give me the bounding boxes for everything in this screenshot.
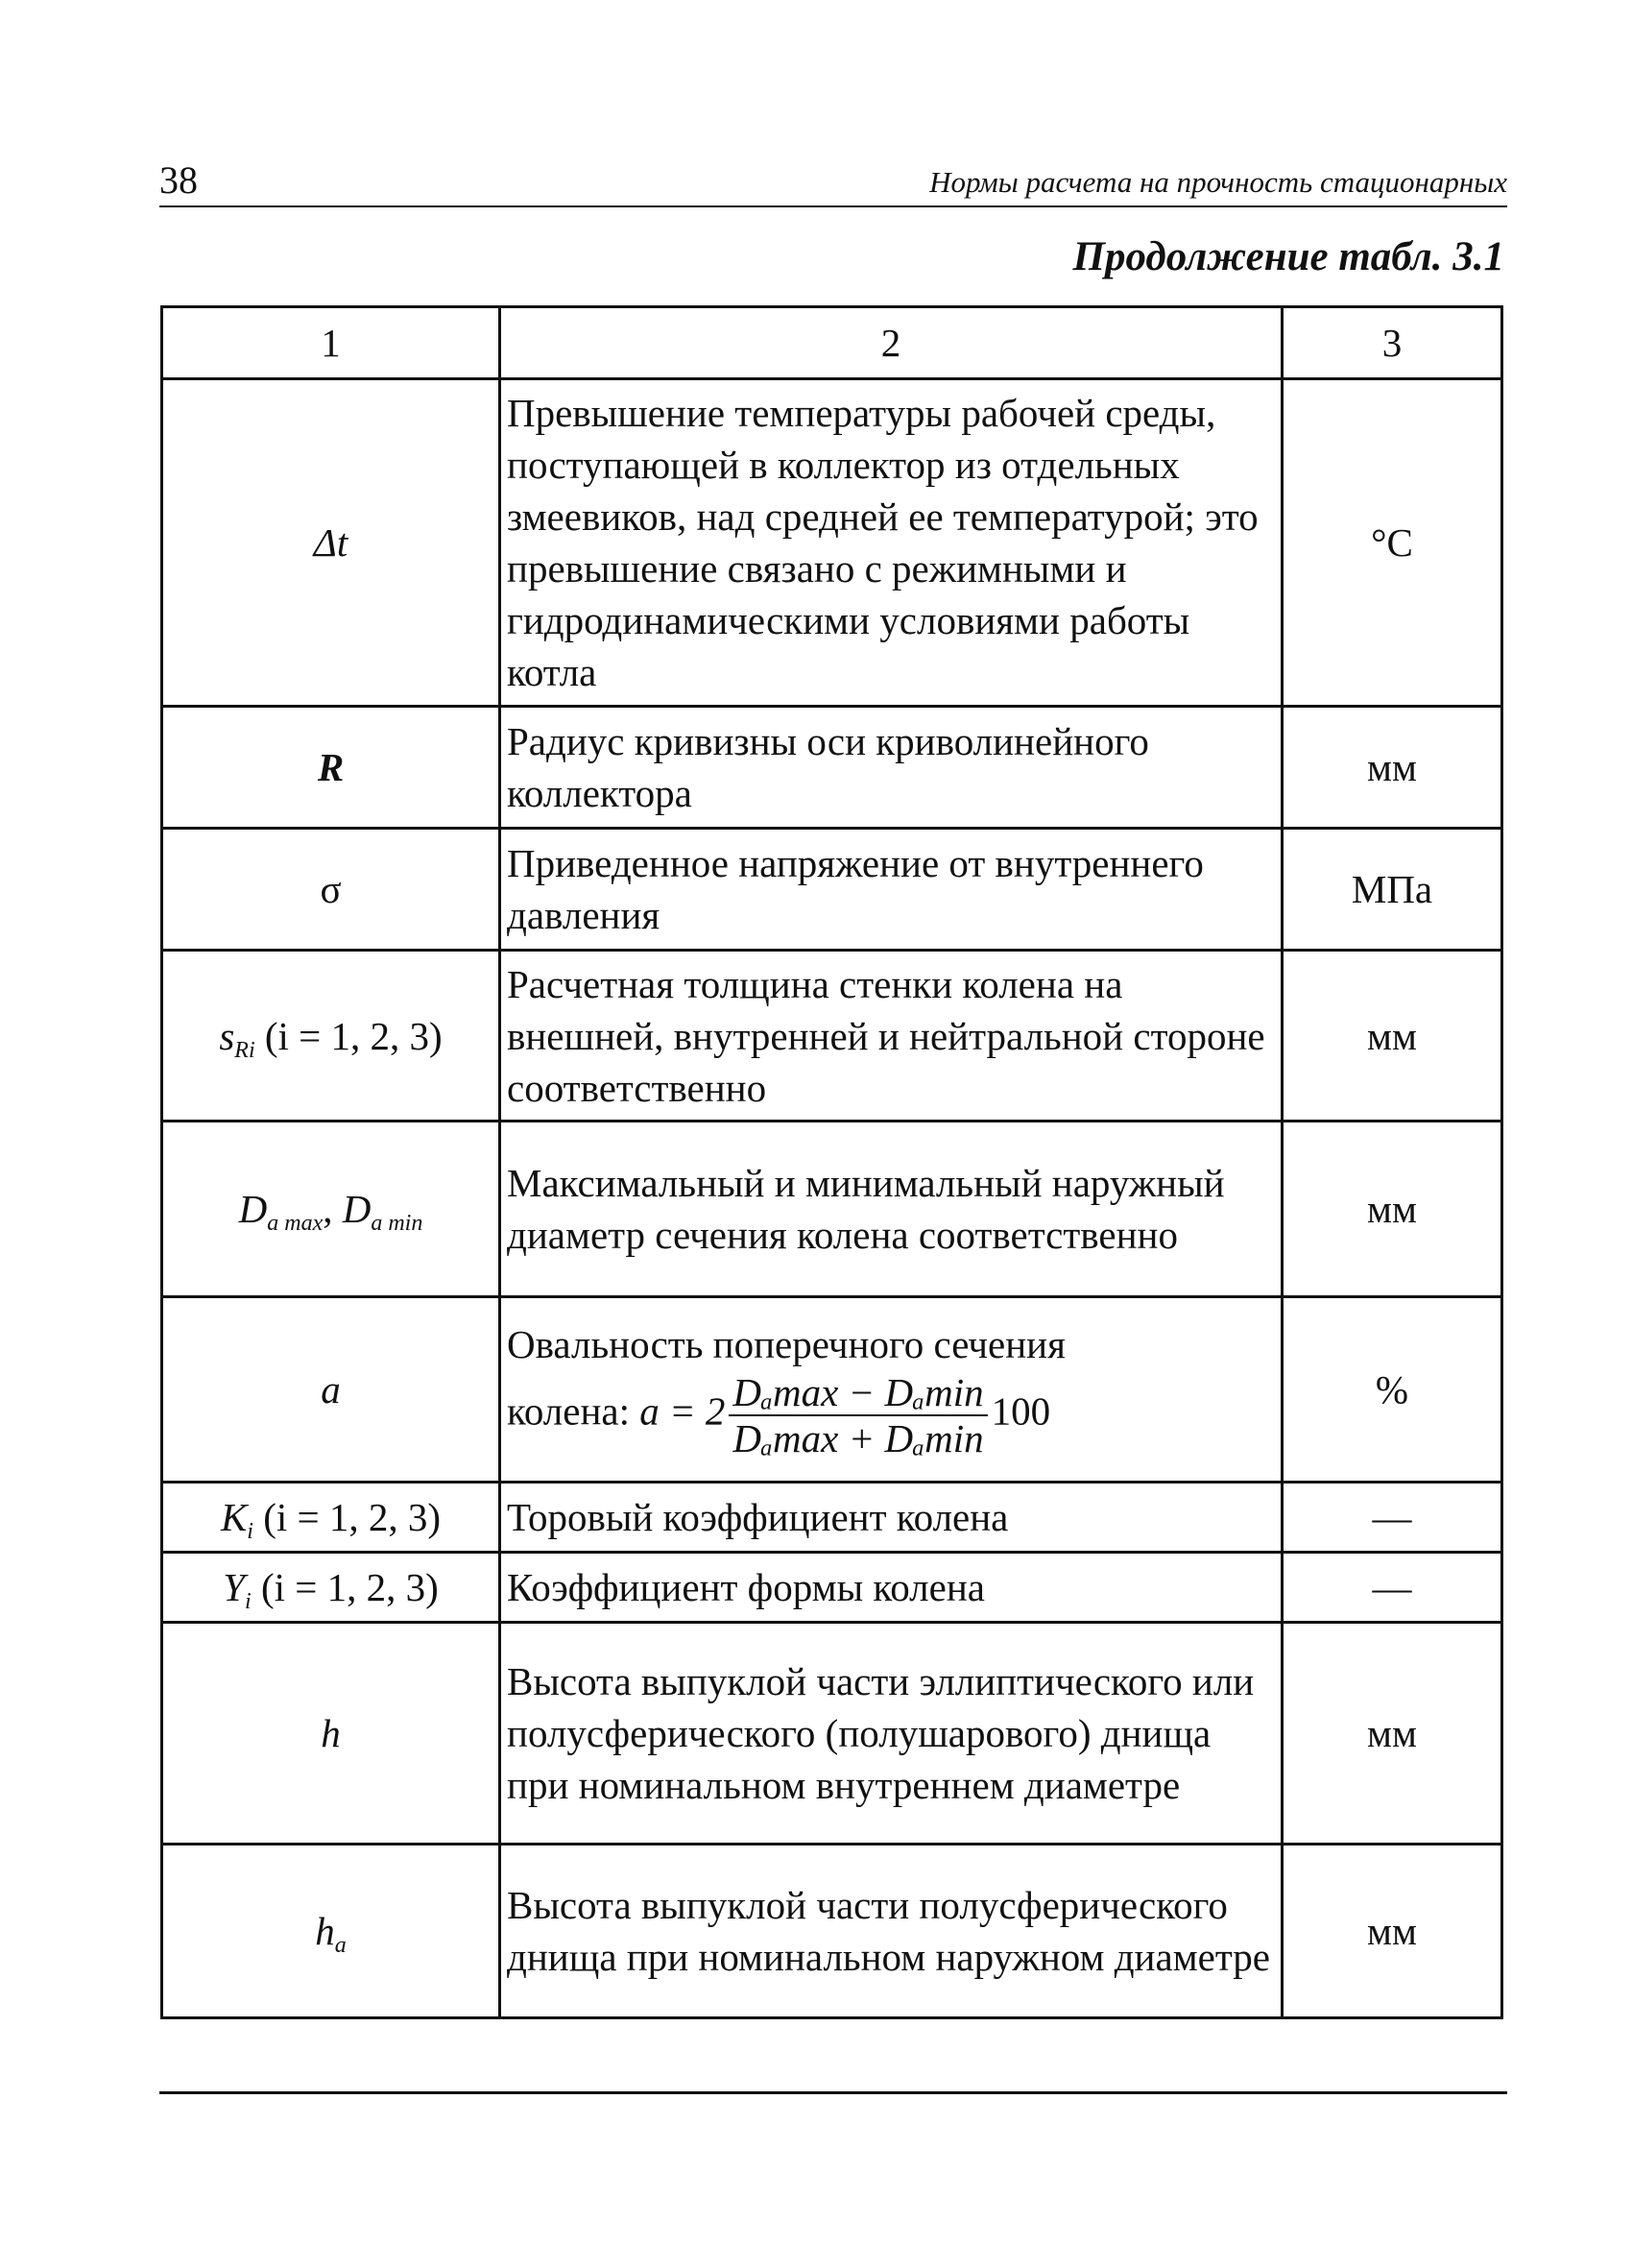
table-row (162, 379, 1502, 707)
symbol-cell (162, 829, 500, 951)
table-row (162, 1623, 1502, 1845)
symbol-cell (162, 1845, 500, 2018)
unit-cell: мм (1283, 1623, 1502, 1845)
unit-cell: °С (1283, 379, 1502, 707)
unit-cell: мм (1283, 951, 1502, 1122)
unit-cell: мм (1283, 1845, 1502, 2018)
symbol-cell (162, 1297, 500, 1483)
symbol-cell (162, 1623, 500, 1845)
table-row (162, 1553, 1502, 1623)
symbol-second-subscript: a min (371, 1211, 423, 1236)
header-rule (159, 205, 1507, 207)
formula-prefix: колена: (507, 1388, 630, 1434)
symbol-cell (162, 1553, 500, 1623)
symbol-index-range: (i = 1, 2, 3) (254, 1013, 443, 1058)
description-cell: Высота выпуклой части эллиптического или полусферического (полушарового) днища при номинальном внутреннем диаметре (500, 1623, 1283, 1845)
unit-cell: мм (1283, 707, 1502, 829)
symbol-index-range: (i = 1, 2, 3) (252, 1495, 442, 1539)
page-number: 38 (159, 158, 198, 202)
symbol: a (321, 1367, 341, 1411)
description-cell: Высота выпуклой части полусферического днища при номинальном наружном диаметре (500, 1845, 1283, 2018)
formula-numerator: Dₐmax − Dₐmin (729, 1370, 987, 1416)
description-text: Овальность поперечного сечения (507, 1322, 1066, 1366)
formula-fraction (729, 1370, 987, 1460)
formula-lhs: a = 2 (639, 1388, 726, 1434)
symbol-separator: , (323, 1187, 343, 1231)
parameters-table (160, 305, 1503, 2019)
unit-cell: — (1283, 1483, 1502, 1553)
symbol: h (321, 1711, 341, 1755)
symbol: Y (223, 1565, 246, 1609)
symbol: s (219, 1013, 235, 1058)
description-cell: Приведенное напряжение от внутреннего давления (500, 829, 1283, 951)
symbol: Δt (313, 520, 348, 565)
symbol-subscript: i (245, 1589, 252, 1614)
description-cell: Превышение температуры рабочей среды, поступающей в коллектор из отдельных змеевиков, над средней ее температурой; это превышение связано с режимными и гидродинамическими условиями работы котла (500, 379, 1283, 707)
table-row (162, 707, 1502, 829)
unit-cell: % (1283, 1297, 1502, 1483)
formula-factor: 100 (991, 1388, 1051, 1434)
table-row (162, 1483, 1502, 1553)
symbol: R (317, 745, 345, 789)
symbol-index-range: (i = 1, 2, 3) (251, 1565, 439, 1609)
column-header-2: 2 (500, 307, 1283, 379)
description-cell: Максимальный и минимальный наружный диаметр сечения колена соответственно (500, 1122, 1283, 1297)
symbol: D (238, 1187, 268, 1231)
unit-cell: МПа (1283, 829, 1502, 951)
description-cell (500, 1297, 1283, 1483)
symbol: σ (320, 867, 342, 911)
table-row (162, 1297, 1502, 1483)
table-header-row (162, 307, 1502, 379)
symbol-cell (162, 379, 500, 707)
column-header-1: 1 (162, 307, 500, 379)
symbol: K (220, 1495, 248, 1539)
symbol: h (315, 1909, 335, 1953)
description-cell: Торовый коэффициент колена (500, 1483, 1283, 1553)
symbol-cell (162, 707, 500, 829)
description-cell: Коэффициент формы колена (500, 1553, 1283, 1623)
symbol-subscript: a (334, 1933, 347, 1958)
symbol-subscript: a max (267, 1211, 324, 1236)
running-title: Нормы расчета на прочность стационарных (929, 165, 1507, 199)
symbol-subscript: Ri (234, 1037, 255, 1063)
column-header-3: 3 (1283, 307, 1502, 379)
table-row (162, 1845, 1502, 2018)
symbol-second: D (342, 1187, 372, 1231)
table-row (162, 951, 1502, 1122)
description-cell: Расчетная толщина стенки колена на внешней, внутренней и нейтральной стороне соответственно (500, 951, 1283, 1122)
description-cell: Радиус кривизны оси криволинейного коллектора (500, 707, 1283, 829)
table-caption: Продолжение табл. 3.1 (1072, 234, 1504, 279)
symbol-subscript: i (247, 1519, 253, 1544)
symbol-cell (162, 1483, 500, 1553)
symbol-cell (162, 1122, 500, 1297)
ovality-formula (507, 1370, 1275, 1460)
footer-rule (159, 2091, 1507, 2094)
unit-cell: мм (1283, 1122, 1502, 1297)
unit-cell: — (1283, 1553, 1502, 1623)
table-row (162, 829, 1502, 951)
symbol-cell (162, 951, 500, 1122)
table-row (162, 1122, 1502, 1297)
formula-denominator: Dₐmax + Dₐmin (732, 1416, 984, 1460)
